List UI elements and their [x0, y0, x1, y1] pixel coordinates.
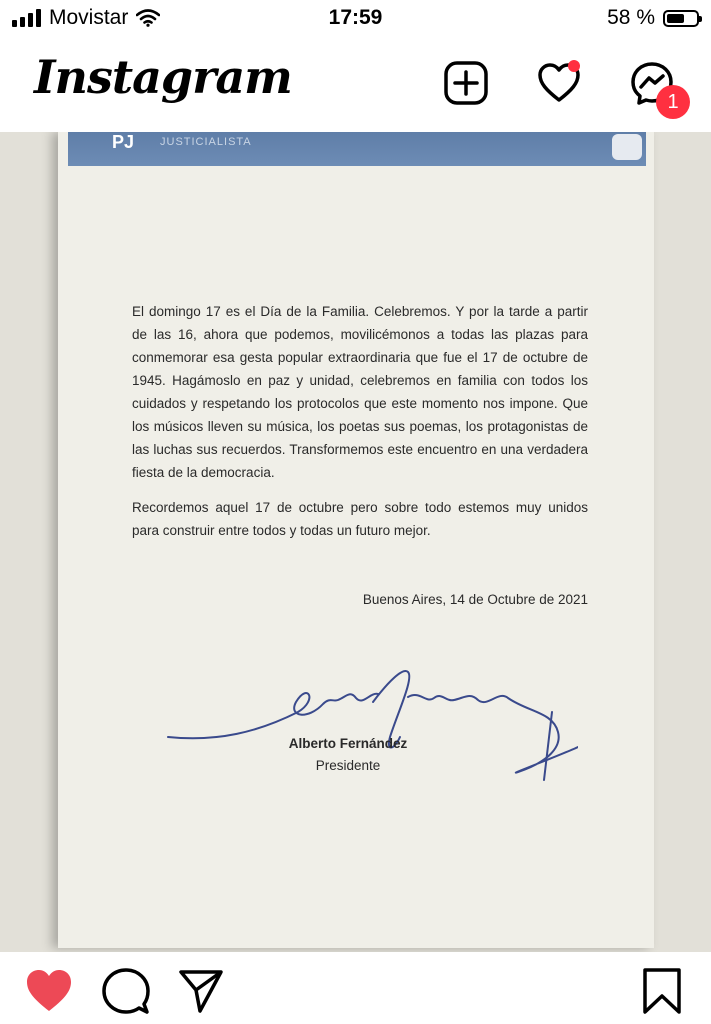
place-date: Buenos Aires, 14 de Octubre de 2021: [362, 592, 588, 607]
battery-percent: 58 %: [607, 6, 655, 29]
comment-icon[interactable]: [101, 966, 151, 1016]
letterhead: [68, 132, 646, 166]
party-name: JUSTICIALISTA: [160, 136, 252, 148]
post-actions: [0, 952, 711, 1024]
letter-document: [58, 132, 654, 948]
heart-filled-icon[interactable]: [24, 966, 74, 1016]
share-icon[interactable]: [176, 966, 226, 1016]
post-image[interactable]: [0, 132, 711, 952]
plus-square-icon[interactable]: [443, 60, 489, 106]
battery-status: [607, 6, 699, 30]
corner-emblem-icon: [612, 134, 642, 160]
instagram-logo[interactable]: Instagram: [34, 50, 292, 104]
signer-name: Alberto Fernández: [288, 736, 408, 751]
carrier-name: Movistar: [49, 6, 129, 29]
letter-body: [132, 300, 588, 554]
paragraph-2: Recordemos aquel 17 de octubre pero sobre todo estemos muy unidos para construir entre todos y todas un futuro mejor.: [132, 500, 588, 538]
battery-icon: [663, 10, 699, 27]
bookmark-icon[interactable]: [637, 966, 687, 1016]
app-header: [0, 40, 711, 133]
paragraph-1: El domingo 17 es el Día de la Familia. Celebremos. Y por la tarde a partir de las 16, ahora que podemos, movilicémonos a todas las plazas para conmemorar esa gesta popular extraordinaria que fue el 17 de octubre de 1945. Hagámoslo en paz y unidad, celebremos en familia con todos los cuidados y respetando los protocolos que este momento nos impone. Que los músicos lleven su música, los poetas sus poemas, los protagonistas de las luchas sus recuerdos. Transformemos este encuentro en una verdadera fiesta de la democracia.: [132, 304, 588, 480]
clock: 17:59: [328, 6, 383, 29]
party-short: PJ: [112, 132, 135, 152]
status-bar: [0, 0, 711, 40]
signer-title: Presidente: [315, 758, 381, 773]
messenger-badge: 1: [656, 85, 690, 119]
heart-icon[interactable]: [536, 60, 582, 106]
